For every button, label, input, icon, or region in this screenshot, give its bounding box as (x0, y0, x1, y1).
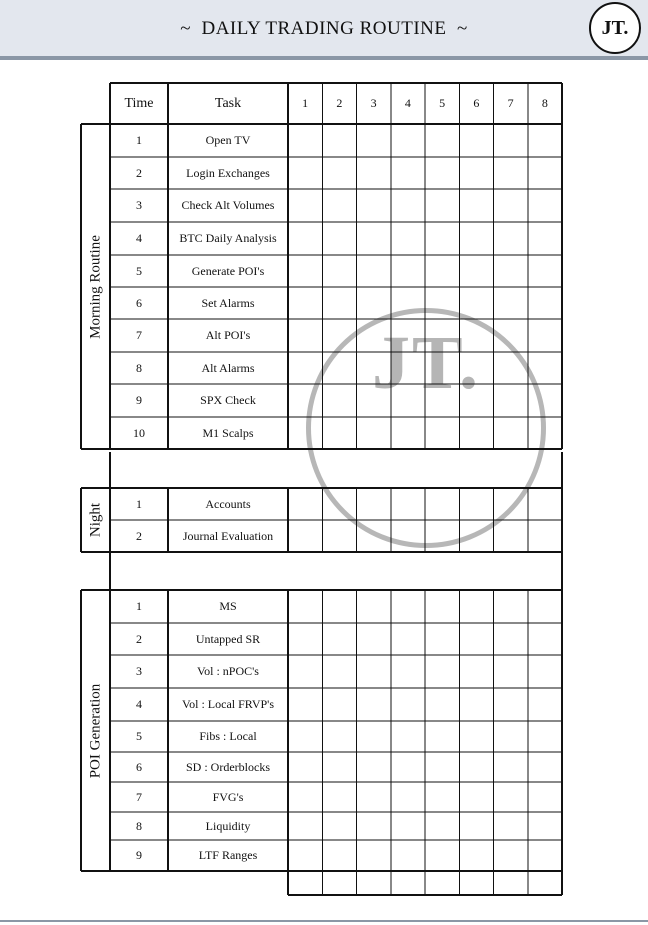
row-task: SD : Orderblocks (186, 760, 270, 774)
row-time: 5 (136, 264, 142, 278)
task-header: Task (214, 96, 242, 111)
row-task: Liquidity (205, 819, 251, 833)
row-time: 3 (136, 664, 142, 678)
section-label: Morning Routine (87, 234, 103, 339)
row-task: Alt POI's (205, 328, 251, 342)
row-task: LTF Ranges (198, 848, 258, 862)
day-column-header: 4 (404, 96, 411, 110)
row-task: Generate POI's (191, 264, 265, 278)
row-time: 7 (136, 790, 142, 804)
row-time: 6 (136, 760, 142, 774)
row-task: Vol : nPOC's (197, 664, 259, 678)
row-task: Untapped SR (195, 632, 261, 646)
day-column-header: 1 (302, 96, 309, 110)
row-time: 9 (136, 393, 142, 407)
row-task: Journal Evaluation (182, 529, 274, 543)
row-time: 4 (136, 231, 142, 245)
row-task: Check Alt Volumes (181, 198, 275, 212)
row-time: 8 (136, 361, 142, 375)
day-column-header: 6 (473, 96, 480, 110)
day-column-header: 2 (336, 96, 343, 110)
row-task: M1 Scalps (202, 426, 254, 440)
row-time: 9 (136, 848, 142, 862)
row-task: Set Alarms (201, 296, 255, 310)
row-time: 2 (136, 166, 142, 180)
row-time: 10 (133, 426, 145, 440)
row-time: 8 (136, 819, 142, 833)
row-time: 1 (136, 599, 142, 613)
row-time: 1 (136, 497, 142, 511)
row-time: 7 (136, 328, 142, 342)
section-label: Night (87, 502, 103, 538)
row-time: 1 (136, 133, 142, 147)
row-time: 4 (136, 697, 142, 711)
day-column-header: 8 (541, 96, 548, 110)
day-column-header: 5 (439, 96, 446, 110)
logo-badge: JT. (589, 2, 641, 54)
row-task: Open TV (205, 133, 251, 147)
row-task: Accounts (205, 497, 251, 511)
row-task: Login Exchanges (186, 166, 270, 180)
row-time: 2 (136, 529, 142, 543)
day-column-header: 3 (370, 96, 377, 110)
section-label: POI Generation (87, 683, 103, 778)
row-time: 6 (136, 296, 142, 310)
row-task: FVG's (212, 790, 244, 804)
footer-divider (0, 920, 648, 922)
row-time: 5 (136, 729, 142, 743)
page-title: ~ DAILY TRADING ROUTINE ~ (180, 18, 468, 39)
time-header: Time (124, 96, 154, 111)
row-time: 2 (136, 632, 142, 646)
row-time: 3 (136, 198, 142, 212)
row-task: BTC Daily Analysis (179, 231, 277, 245)
row-task: Fibs : Local (199, 729, 257, 743)
row-task: Alt Alarms (201, 361, 255, 375)
row-task: Vol : Local FRVP's (182, 697, 274, 711)
row-task: SPX Check (200, 393, 256, 407)
day-column-header: 7 (507, 96, 514, 110)
watermark-logo: JT. (306, 308, 546, 548)
row-task: MS (219, 599, 237, 613)
